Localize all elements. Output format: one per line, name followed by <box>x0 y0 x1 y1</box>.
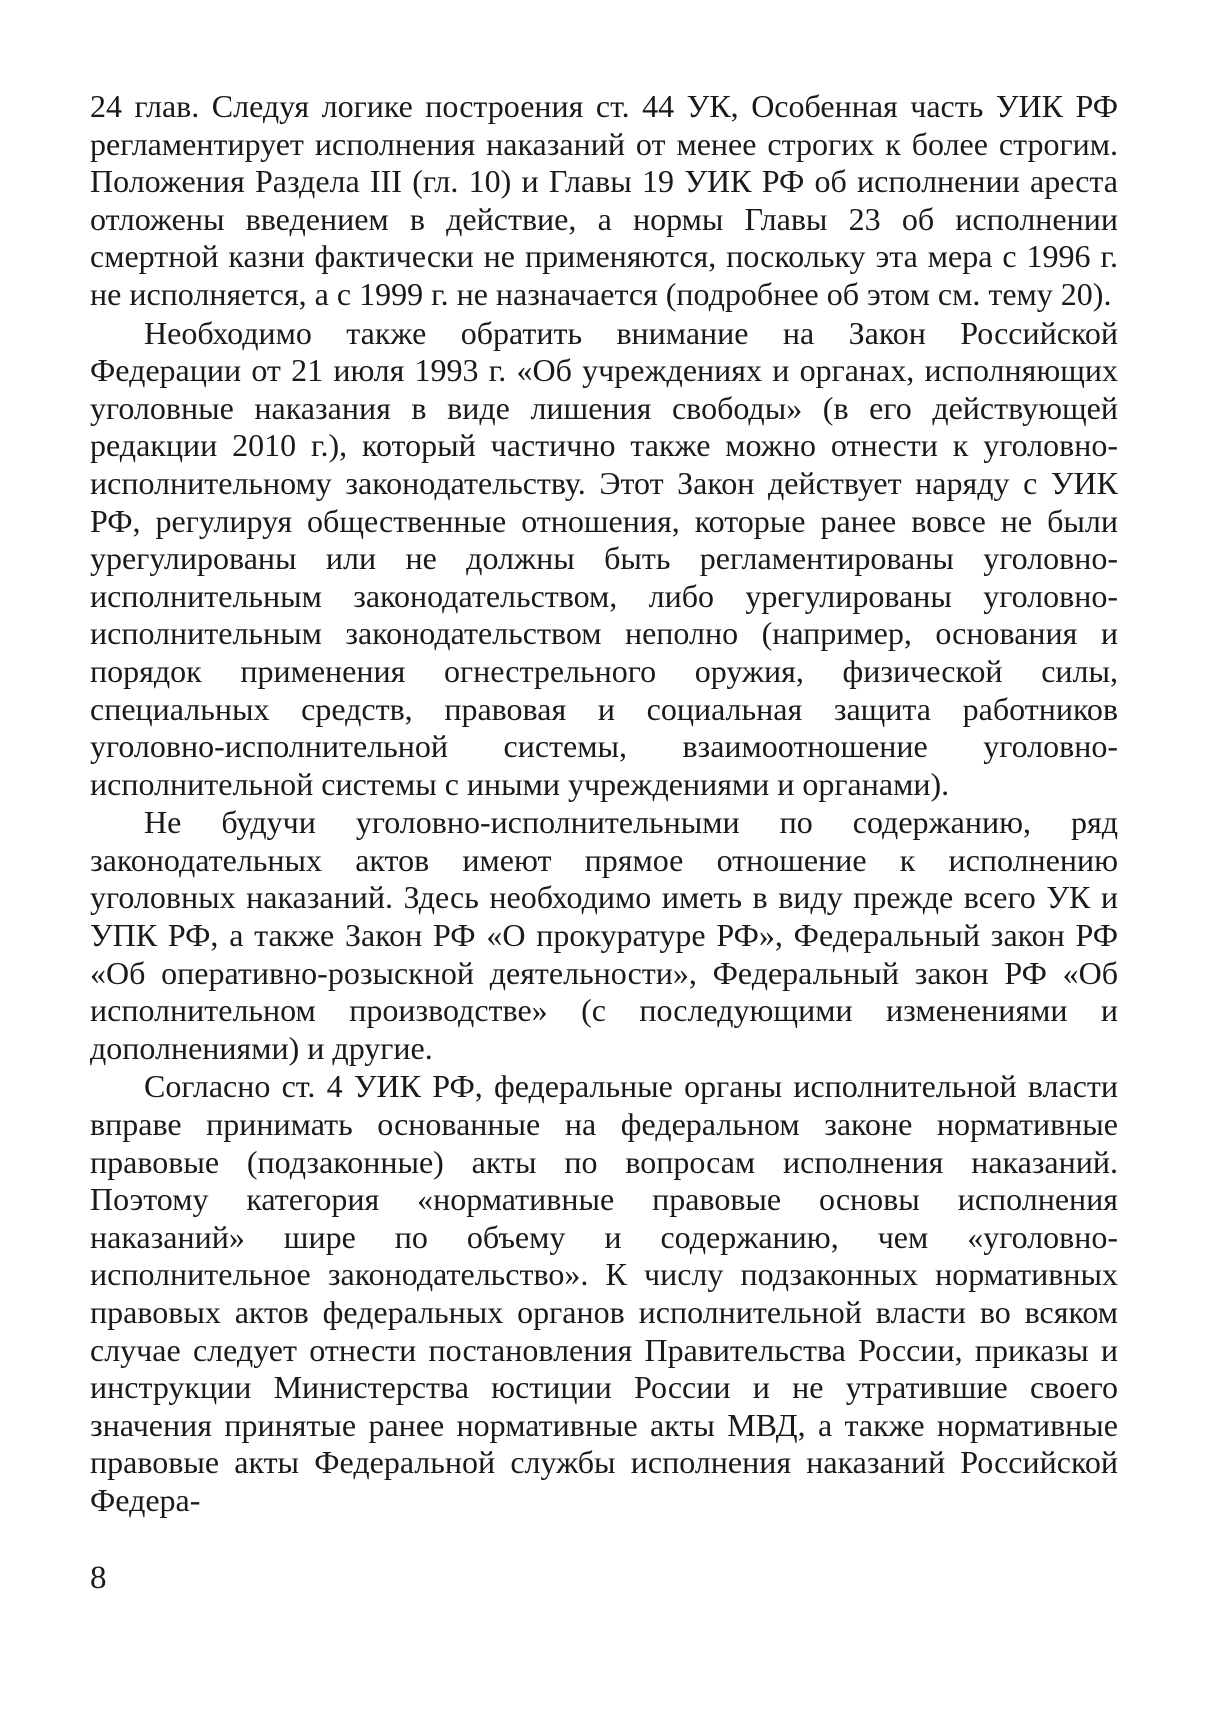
paragraph-3: Не будучи уголовно-исполнительными по содержанию, ряд законодательных актов имеют прямое отношение к исполнению уголовных наказаний. Здесь необходимо иметь в виду прежде всего УК и УПК РФ, а также Закон РФ «О прокуратуре РФ», Федеральный закон РФ «Об оперативно-розыскной деятельности», Федеральный закон РФ «Об исполнительном производстве» (с последующими изменениями и дополнениями) и другие. <box>90 804 1118 1066</box>
paragraph-2: Необходимо также обратить внимание на Закон Российской Федерации от 21 июля 1993 г. «Об учреждениях и органах, исполняющих уголовные наказания в виде лишения свободы» (в его действующей редакции 2010 г.), который частично также можно отнести к уголовно-исполнительному законодательству. Этот Закон действует наряду с УИК РФ, регулируя общественные отношения, которые ранее вовсе не были урегулированы или не должны быть регламентированы уголовно-исполнительным законодательством, либо урегулированы уголовно-исполнительным законодательством неполно (например, основания и порядок применения огнестрельного оружия, физической силы, специальных средств, правовая и социальная защита работников уголовно-исполнительной системы, взаимоотношение уголовно-исполнительной системы с иными учреждениями и органами). <box>90 314 1118 802</box>
paragraph-4: Согласно ст. 4 УИК РФ, федеральные органы исполнительной власти вправе принимать основанные на федеральном законе нормативные правовые (подзаконные) акты по вопросам исполнения наказаний. Поэтому категория «нормативные правовые основы исполнения наказаний» шире по объему и содержанию, чем «уголовно-исполнительное законодательство». К числу подзаконных нормативных правовых актов федеральных органов исполнительной власти во всяком случае следует отнести постановления Правительства России, приказы и инструкции Министерства юстиции России и не утратившие своего значения принятые ранее нормативные акты МВД, а также нормативные правовые акты Федеральной службы исполнения наказаний Российской Федера- <box>90 1068 1118 1518</box>
paragraph-1: 24 глав. Следуя логике построения ст. 44 УК, Особенная часть УИК РФ регламентирует исполнения наказаний от менее строгих к более строгим. Положения Раздела III (гл. 10) и Главы 19 УИК РФ об исполнении ареста отложены введением в действие, а нормы Главы 23 об исполнении смертной казни фактически не применяются, поскольку эта мера с 1996 г. не исполняется, а с 1999 г. не назначается (подробнее об этом см. тему 20). <box>90 88 1118 312</box>
page-number: 8 <box>90 1560 107 1596</box>
page-body <box>90 88 1118 1520</box>
